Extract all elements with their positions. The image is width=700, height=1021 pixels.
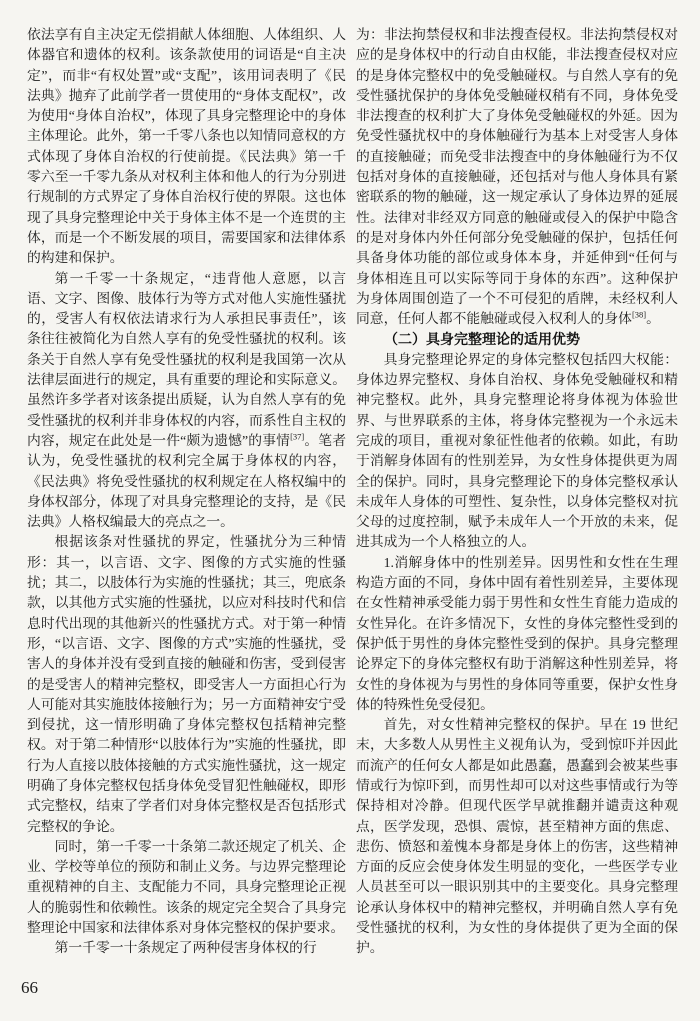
paragraph: 具身完整理论界定的身体完整权包括四大权能：身体边界完整权、身体自治权、身体免受触碰权和精神完整权。此外，具身完整理论将身体视为体验世界、与世界联系的主体，将身体完整视为一个永远未完成的项目，重视对象征性他者的依赖。如此，有助于消解身体固有的性别差异，为女性身体提供更为周全的保护。同时，具身完整理论下的身体完整权承认未成年人身体的可塑性、复杂性，以身体完整权对抗父母的过度控制，赋予未成年人一个开放的未来，促进其成为一个人格独立的人。 (356, 351, 678, 550)
paragraph-text: 。 (646, 311, 660, 327)
paragraph-text: 为：非法拘禁侵权和非法搜查侵权。非法拘禁侵权对应的是身体权中的行动自由权能，非法搜查侵权对应的是身体完整权中的免受触碰权。与自然人享有的免受性骚扰保护的身体免受触碰权稍有不同，身体免受非法搜查的权利扩大了身体免受触碰权的外延。因为免受性骚扰权中的身体触碰行为基本上对受害人身体的直接触碰；而免受非法搜查中的身体触碰行为不仅包括对身体的直接触碰，还包括对与他人身体具有紧密联系的物的触碰，这一规定承认了身体边界的延展性。法律对非经双方同意的触碰或侵入的保护中隐含的是对身体内外任何部分免受触碰的保护，包括任何具备身体功能的部位或身体本身，并延伸到“任何与身体相连且可以实际等同于身体的东西”。这种保护为身体周围创造了一个不可侵犯的盾牌，未经权利人同意，任何人都不能触碰或侵入权利人的身体 (356, 27, 678, 327)
right-column (356, 25, 678, 959)
paragraph: 第一千零一十条规定了两种侵害身体权的行 (54, 940, 317, 956)
page-number: 66 (21, 978, 38, 997)
paragraph: 根据该条对性骚扰的界定，性骚扰分为三种情形：其一，以言语、文字、图像的方式实施的性骚扰；其二，以肢体行为实施的性骚扰；其三，兜底条款，以其他方式实施的性骚扰，以应对科技时代和信息时代出现的其他新兴的性骚扰方式。对于第一种情形，“以言语、文字、图像的方式”实施的性骚扰，受害人的身体并没有受到直接的触碰和伤害，受到侵害的是受害人的精神完整权，即受害人一方面担心行为人可能对其实施肢体接触行为；另一方面精神安宁受到侵扰，这一情形明确了身体完整权包括精神完整权。对于第二种情形“以肢体行为”实施的性骚扰，即行为人直接以肢体接触的方式实施性骚扰，这一规定明确了身体完整权包括身体免受冒犯性触碰权，即形式完整权，结束了学者们对身体完整权是否包括形式完整权的争论。 (27, 534, 346, 834)
paragraph: 1.消解身体中的性别差异。因男性和女性在生理构造方面的不同，身体中固有着性别差异，主要体现在女性精神承受能力弱于男性和女性生育能力造成的女性异化。在许多情况下，女性的身体完整性受到的保护低于男性的身体完整性受到的保护。具身完整理论界定下的身体完整权有助于消解这种性别差异，将女性的身体视为与男性的身体同等重要，保护女性身体的特殊性免受侵犯。 (356, 554, 678, 712)
left-column (27, 25, 346, 959)
paragraph (27, 269, 346, 533)
paragraph-text: 第一千零一十条规定，“违背他人意愿，以言语、文字、图像、肢体行为等方式对他人实施性骚扰的，受害人有权依法请求行为人承担民事责任”，该条往往被简化为自然人享有的免受性骚扰的权利。该条关于自然人享有免受性骚扰的权利是我国第一次从法律层面进行的规定，具有重要的理论和实际意义。虽然许多学者对该条提出质疑，认为自然人享有的免受性骚扰的权利并非身体权的内容，而系性自主权的内容，规定在此处是一件“颇为遗憾”的事情 (27, 270, 346, 448)
paragraph: 同时，第一千零一十条第二款还规定了机关、企业、学校等单位的预防和制止义务。与边界完整理论重视精神的自主、支配能力不同，具身完整理论正视人的脆弱性和依赖性。该条的规定完全契合了具身完整理论中国家和法律体系对身体完整权的保护要求。 (27, 838, 346, 936)
paragraph: 依法享有自主决定无偿捐献人体细胞、人体组织、人体器官和遗体的权利。该条款使用的词语是“自主决定”，而非“有权处置”或“支配”，该用词表明了《民法典》抛弃了此前学者一贯使用的“身体支配权”，改为使用“身体自治权”，体现了具身完整理论中的身体主体理论。此外，第一千零八条也以知情同意权的方式体现了身体自治权的行使前提。《民法典》第一千零六至一千零九条从对权利主体和他人的行为分别进行规制的方式界定了身体自治权行使的界限。这也体现了具身完整理论中关于身体主体不是一个连贯的主体，而是一个不断发展的项目，需要国家和法律体系的构建和保护。 (27, 27, 346, 266)
paragraph: 首先，对女性精神完整权的保护。早在 19 世纪末，大多数人从男性主义视角认为，受到惊吓并因此而流产的任何女人都是如此愚蠢，愚蠢到会被某些事情或行为惊吓到，而男性却可以对这些事情或行为等保持相对冷静。但现代医学早就推翻并谴责这种观点，医学发现，恐惧、震惊，甚至精神方面的焦虑、悲伤、愤怒和羞愧本身都是身体上的伤害，这些精神方面的反应会使身体发生明显的变化，一些医学专业人员甚至可以一眼识别其中的主要变化。具身完整理论承认身体权中的精神完整权，并明确自然人享有免受性骚扰的权利，为女性的身体提供了更为全面的保护。 (356, 717, 678, 956)
footnote-ref-38: [38] (631, 309, 647, 320)
footnote-ref-37: [37] (290, 431, 305, 442)
paragraph (356, 25, 678, 329)
paragraph-text: 。笔者认为，免受性骚扰的权利完全属于身体权的内容，《民法典》将免受性骚扰的权利规定在人格权编中的身体权部分，体现了对具身完整理论的支持，是《民法典》人格权编最大的亮点之一。 (27, 432, 347, 530)
section-heading: （二）具身完整理论的适用优势 (384, 331, 580, 348)
